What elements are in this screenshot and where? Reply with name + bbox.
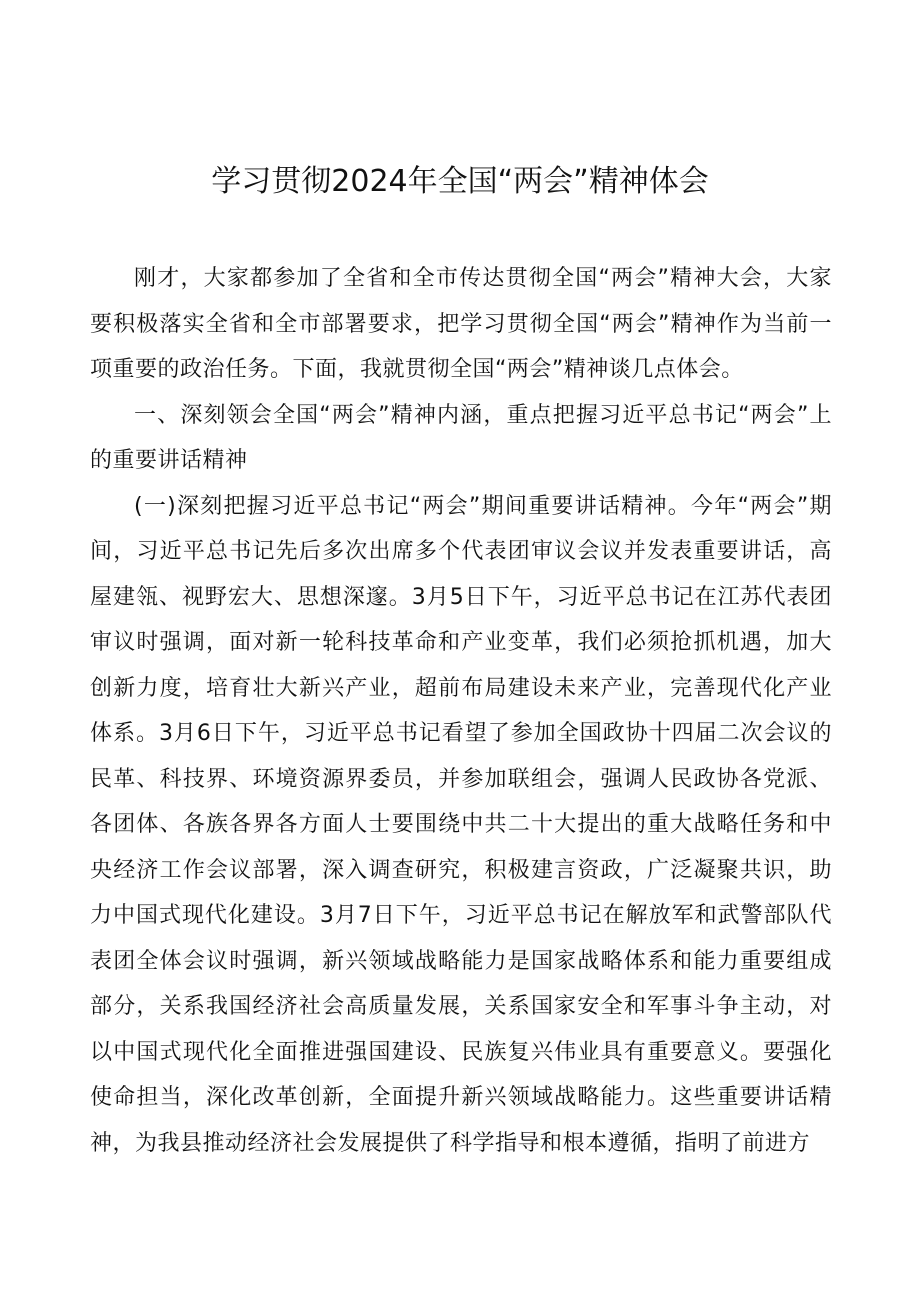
document-title: 学习贯彻2024年全国“两会”精神体会	[211, 164, 709, 200]
document-body	[90, 256, 832, 1166]
section-heading: 一、深刻领会全国“两会”精神内涵，重点把握习近平总书记“两会”上的重要讲话精神	[90, 402, 832, 473]
intro-paragraph: 刚才，大家都参加了全省和全市传达贯彻全国“两会”精神大会，大家要积极落实全省和全市部署要求，把学习贯彻全国“两会”精神作为当前一项重要的政治任务。下面，我就贯彻全国“两会”精神谈几点体会。	[90, 266, 832, 382]
body-paragraph: (一)深刻把握习近平总书记“两会”期间重要讲话精神。今年“两会”期间，习近平总书记先后多次出席多个代表团审议会议并发表重要讲话，高屋建瓴、视野宏大、思想深邃。3月5日下午，习近平总书记在江苏代表团审议时强调，面对新一轮科技革命和产业变革，我们必须抢抓机遇，加大创新力度，培育壮大新兴产业，超前布局建设未来产业，完善现代化产业体系。3月6日下午，习近平总书记看望了参加全国政协十四届二次会议的民革、科技界、环境资源界委员，并参加联组会，强调人民政协各党派、各团体、各族各界各方面人士要围绕中共二十大提出的重大战略任务和中央经济工作会议部署，深入调查研究，积极建言资政，广泛凝聚共识，助力中国式现代化建设。3月7日下午，习近平总书记在解放军和武警部队代表团全体会议时强调，新兴领域战略能力是国家战略体系和能力重要组成部分，关系我国经济社会高质量发展，关系国家安全和军事斗争主动，对以中国式现代化全面推进强国建设、民族复兴伟业具有重要意义。要强化使命担当，深化改革创新，全面提升新兴领域战略能力。这些重要讲话精神，为我县推动经济社会发展提供了科学指导和根本遵循，指明了前进方	[90, 493, 832, 1156]
